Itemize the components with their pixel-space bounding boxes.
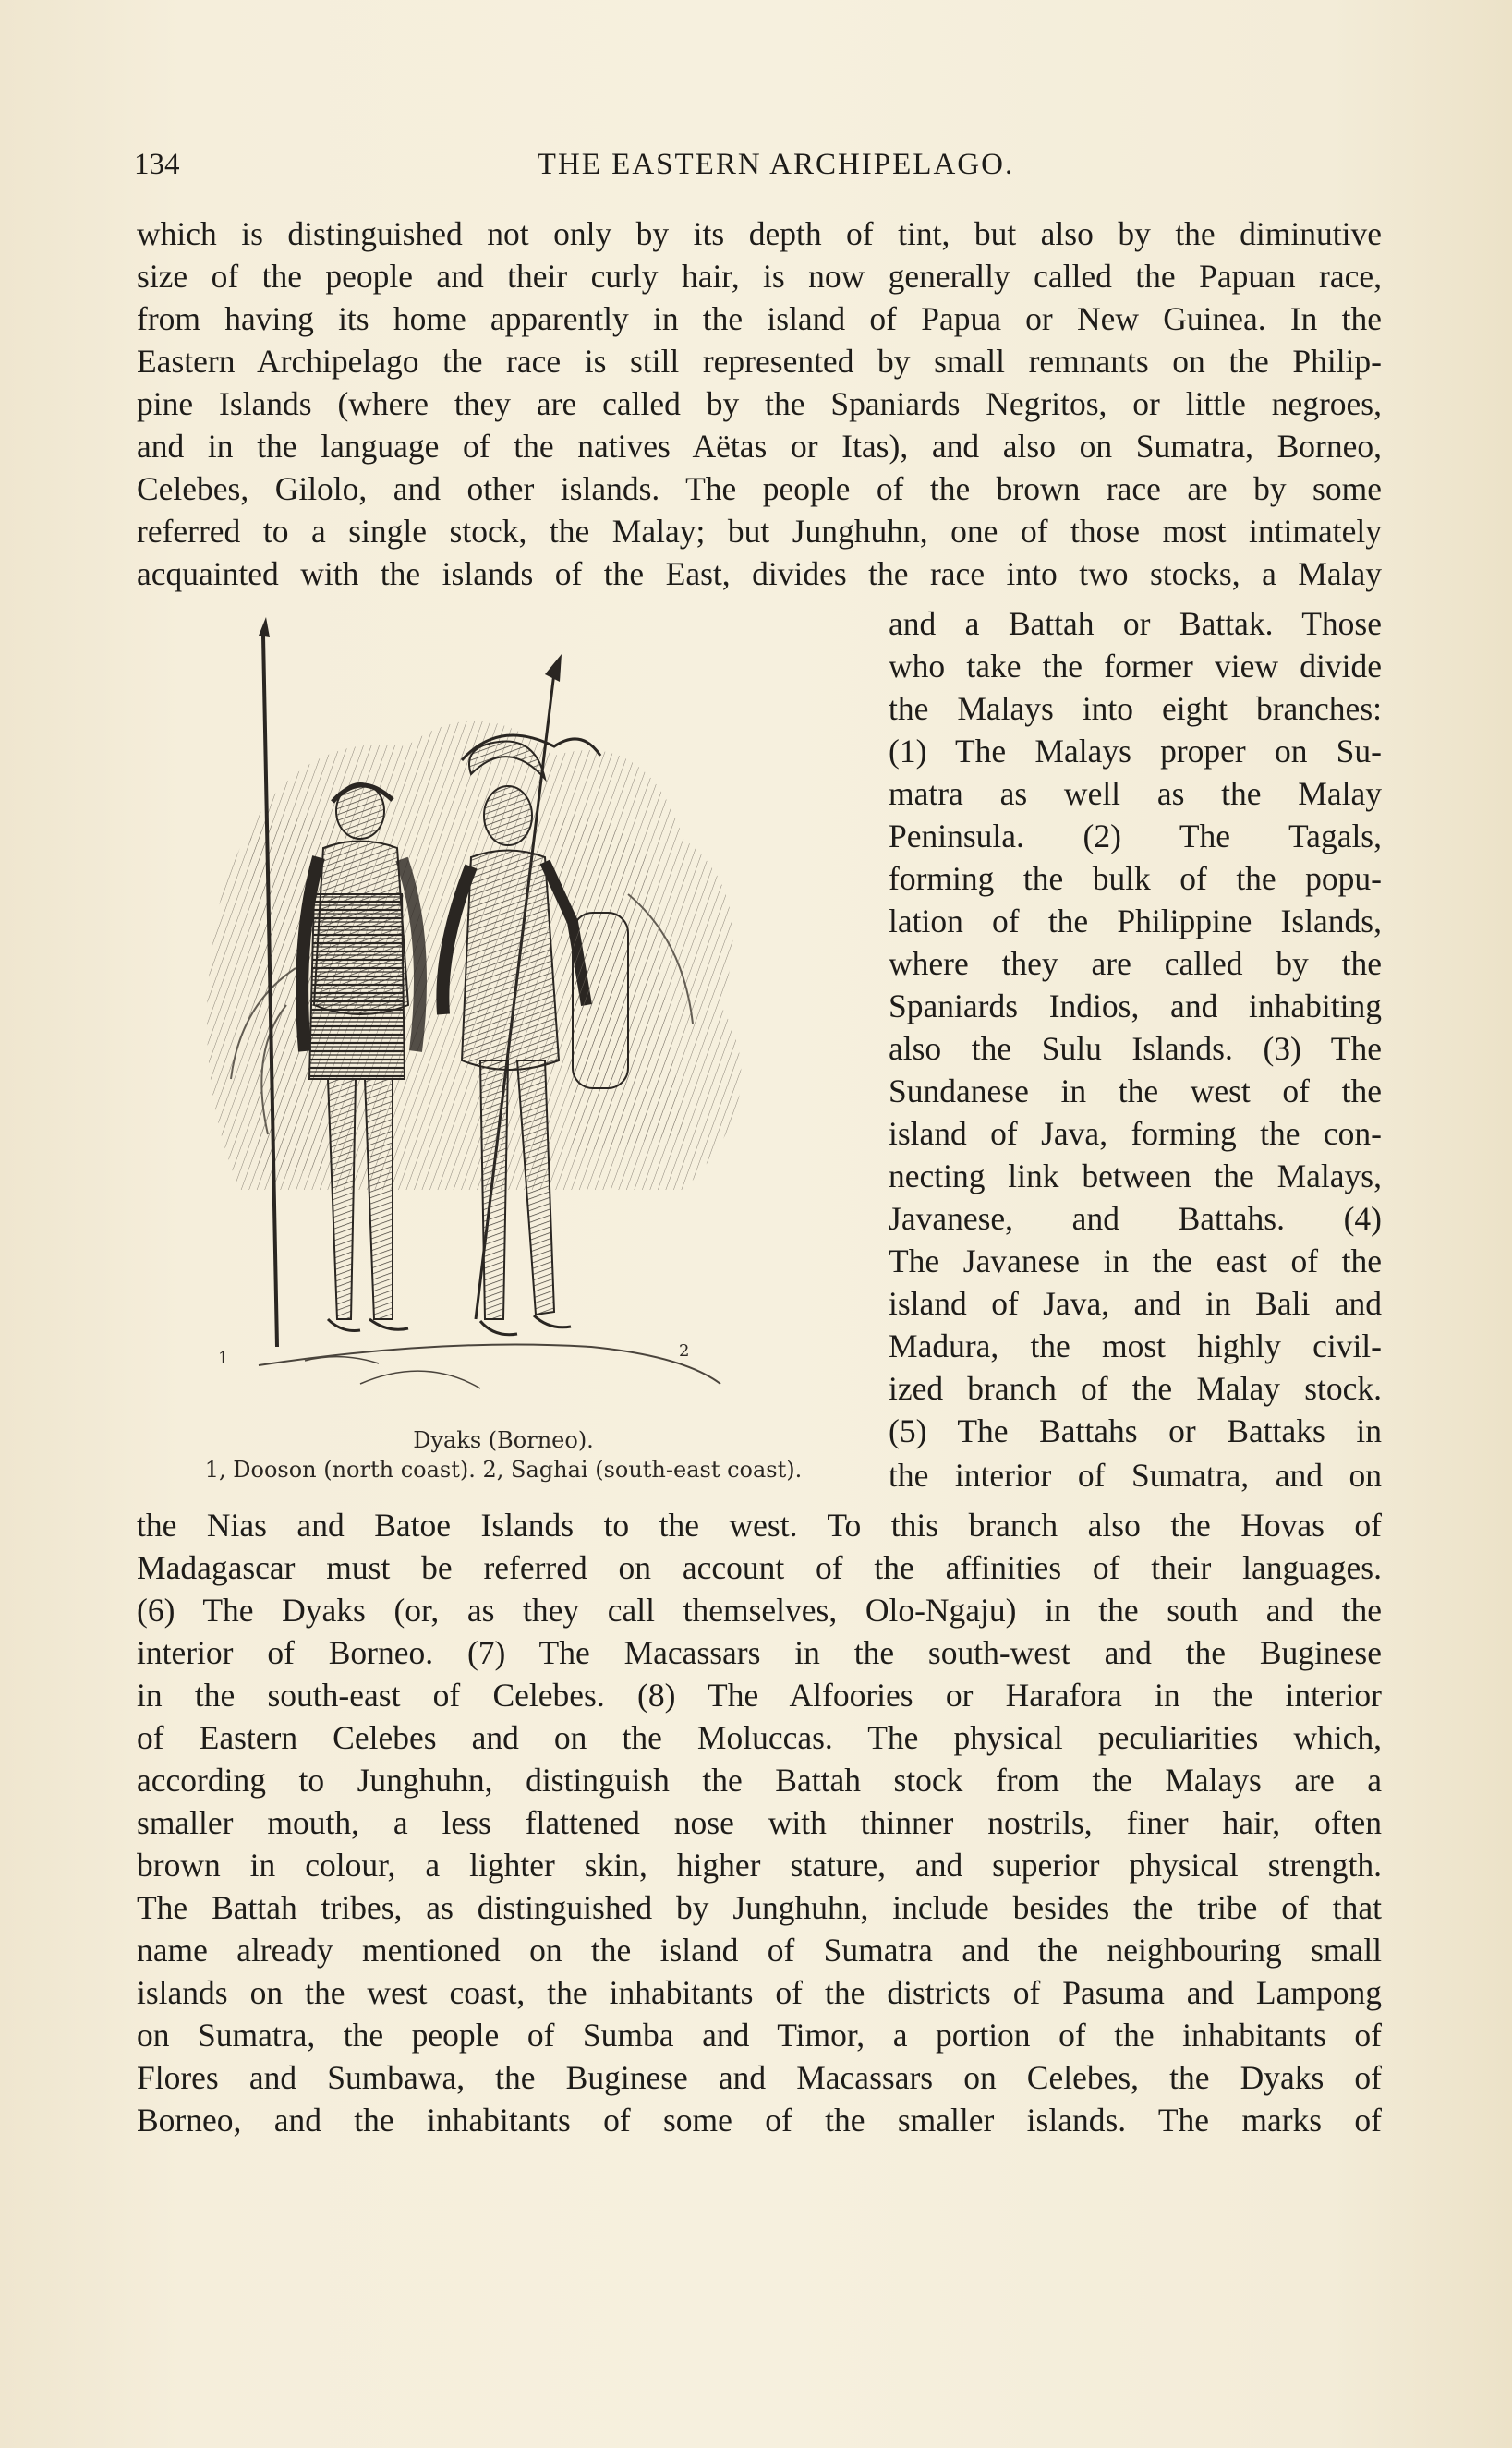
text-line: in the south-east of Celebes. (8) The Alfoories or Harafora in the interior: [137, 1677, 1382, 1714]
text-line: The Battah tribes, as distinguished by Junghuhn, include besides the tribe of that: [137, 1889, 1382, 1926]
side-text-line: lation of the Philippine Islands,: [889, 903, 1382, 939]
side-text-line: Peninsula. (2) The Tagals,: [889, 818, 1382, 854]
side-text-line: the interior of Sumatra, and on: [889, 1457, 1382, 1494]
side-text-line: (5) The Battahs or Battaks in: [889, 1412, 1382, 1449]
text-line: and in the language of the natives Aëtas or Itas), and also on Sumatra, Borneo,: [137, 428, 1382, 465]
side-text-line: also the Sulu Islands. (3) The: [889, 1030, 1382, 1067]
text-line: Borneo, and the inhabitants of some of the smaller islands. The marks of: [137, 2102, 1382, 2139]
text-line: of Eastern Celebes and on the Moluccas. The physical peculiarities which,: [137, 1719, 1382, 1756]
page-header: [134, 148, 1381, 194]
side-text-line: The Javanese in the east of the: [889, 1242, 1382, 1279]
figure-caption-detail: 1, Dooson (north coast). 2, Saghai (south-east coast).: [204, 1457, 803, 1483]
shield: [573, 913, 628, 1088]
side-text-line: Madura, the most highly civil-: [889, 1327, 1382, 1364]
text-line: on Sumatra, the people of Sumba and Timor, a portion of the inhabitants of: [137, 2017, 1382, 2054]
text-line: smaller mouth, a less flattened nose with thinner nostrils, finer hair, often: [137, 1804, 1382, 1841]
side-text-line: island of Java, and in Bali and: [889, 1285, 1382, 1322]
side-text-line: island of Java, forming the con-: [889, 1115, 1382, 1152]
side-text-line: the Malays into eight branches:: [889, 690, 1382, 727]
dyaks-engraving-figure: [166, 617, 868, 1402]
side-text-line: forming the bulk of the popu-: [889, 860, 1382, 897]
side-text-line: who take the former view divide: [889, 648, 1382, 685]
text-line: brown in colour, a lighter skin, higher stature, and superior physical strength.: [137, 1847, 1382, 1884]
figure-marker-1: 1: [218, 1349, 229, 1368]
text-line: islands on the west coast, the inhabitants of the districts of Pasuma and Lampong: [137, 1974, 1382, 2011]
engraving-illustration: [166, 617, 868, 1402]
text-line: according to Junghuhn, distinguish the Battah stock from the Malays are a: [137, 1762, 1382, 1799]
side-text-line: where they are called by the: [889, 945, 1382, 982]
side-text-line: Sundanese in the west of the: [889, 1073, 1382, 1109]
text-line: Eastern Archipelago the race is still represented by small remnants on the Philip-: [137, 343, 1382, 380]
figure-caption-title: Dyaks (Borneo).: [413, 1427, 594, 1453]
side-text-line: matra as well as the Malay: [889, 775, 1382, 812]
text-line: from having its home apparently in the island of Papua or New Guinea. In the: [137, 300, 1382, 337]
side-text-line: ized branch of the Malay stock.: [889, 1370, 1382, 1407]
text-line: acquainted with the islands of the East, divides the race into two stocks, a Malay: [137, 555, 1382, 592]
text-line: pine Islands (where they are called by the Spaniards Negritos, or little negroes,: [137, 385, 1382, 422]
side-text-line: (1) The Malays proper on Su-: [889, 733, 1382, 770]
side-text-line: necting link between the Malays,: [889, 1157, 1382, 1194]
page-number: 134: [134, 148, 180, 181]
text-line: referred to a single stock, the Malay; but Junghuhn, one of those most intimately: [137, 513, 1382, 550]
text-line: Flores and Sumbawa, the Buginese and Macassars on Celebes, the Dyaks of: [137, 2059, 1382, 2096]
side-text-line: Spaniards Indios, and inhabiting: [889, 988, 1382, 1024]
text-line: (6) The Dyaks (or, as they call themselves, Olo-Ngaju) in the south and the: [137, 1592, 1382, 1629]
text-line: the Nias and Batoe Islands to the west. To this branch also the Hovas of: [137, 1507, 1382, 1544]
text-line: size of the people and their curly hair, is now generally called the Papuan race,: [137, 258, 1382, 295]
ground-line: [259, 1345, 720, 1385]
text-line: which is distinguished not only by its depth of tint, but also by the diminutive: [137, 215, 1382, 252]
figure-marker-2: 2: [679, 1341, 690, 1361]
text-line: name already mentioned on the island of Sumatra and the neighbouring small: [137, 1932, 1382, 1969]
text-line: Celebes, Gilolo, and other islands. The people of the brown race are by some: [137, 470, 1382, 507]
side-text-line: Javanese, and Battahs. (4): [889, 1200, 1382, 1237]
running-title: THE EASTERN ARCHIPELAGO.: [537, 148, 1015, 181]
text-line: Madagascar must be referred on account of the affinities of their languages.: [137, 1549, 1382, 1586]
text-line: interior of Borneo. (7) The Macassars in the south-west and the Buginese: [137, 1634, 1382, 1671]
side-text-line: and a Battah or Battak. Those: [889, 605, 1382, 642]
